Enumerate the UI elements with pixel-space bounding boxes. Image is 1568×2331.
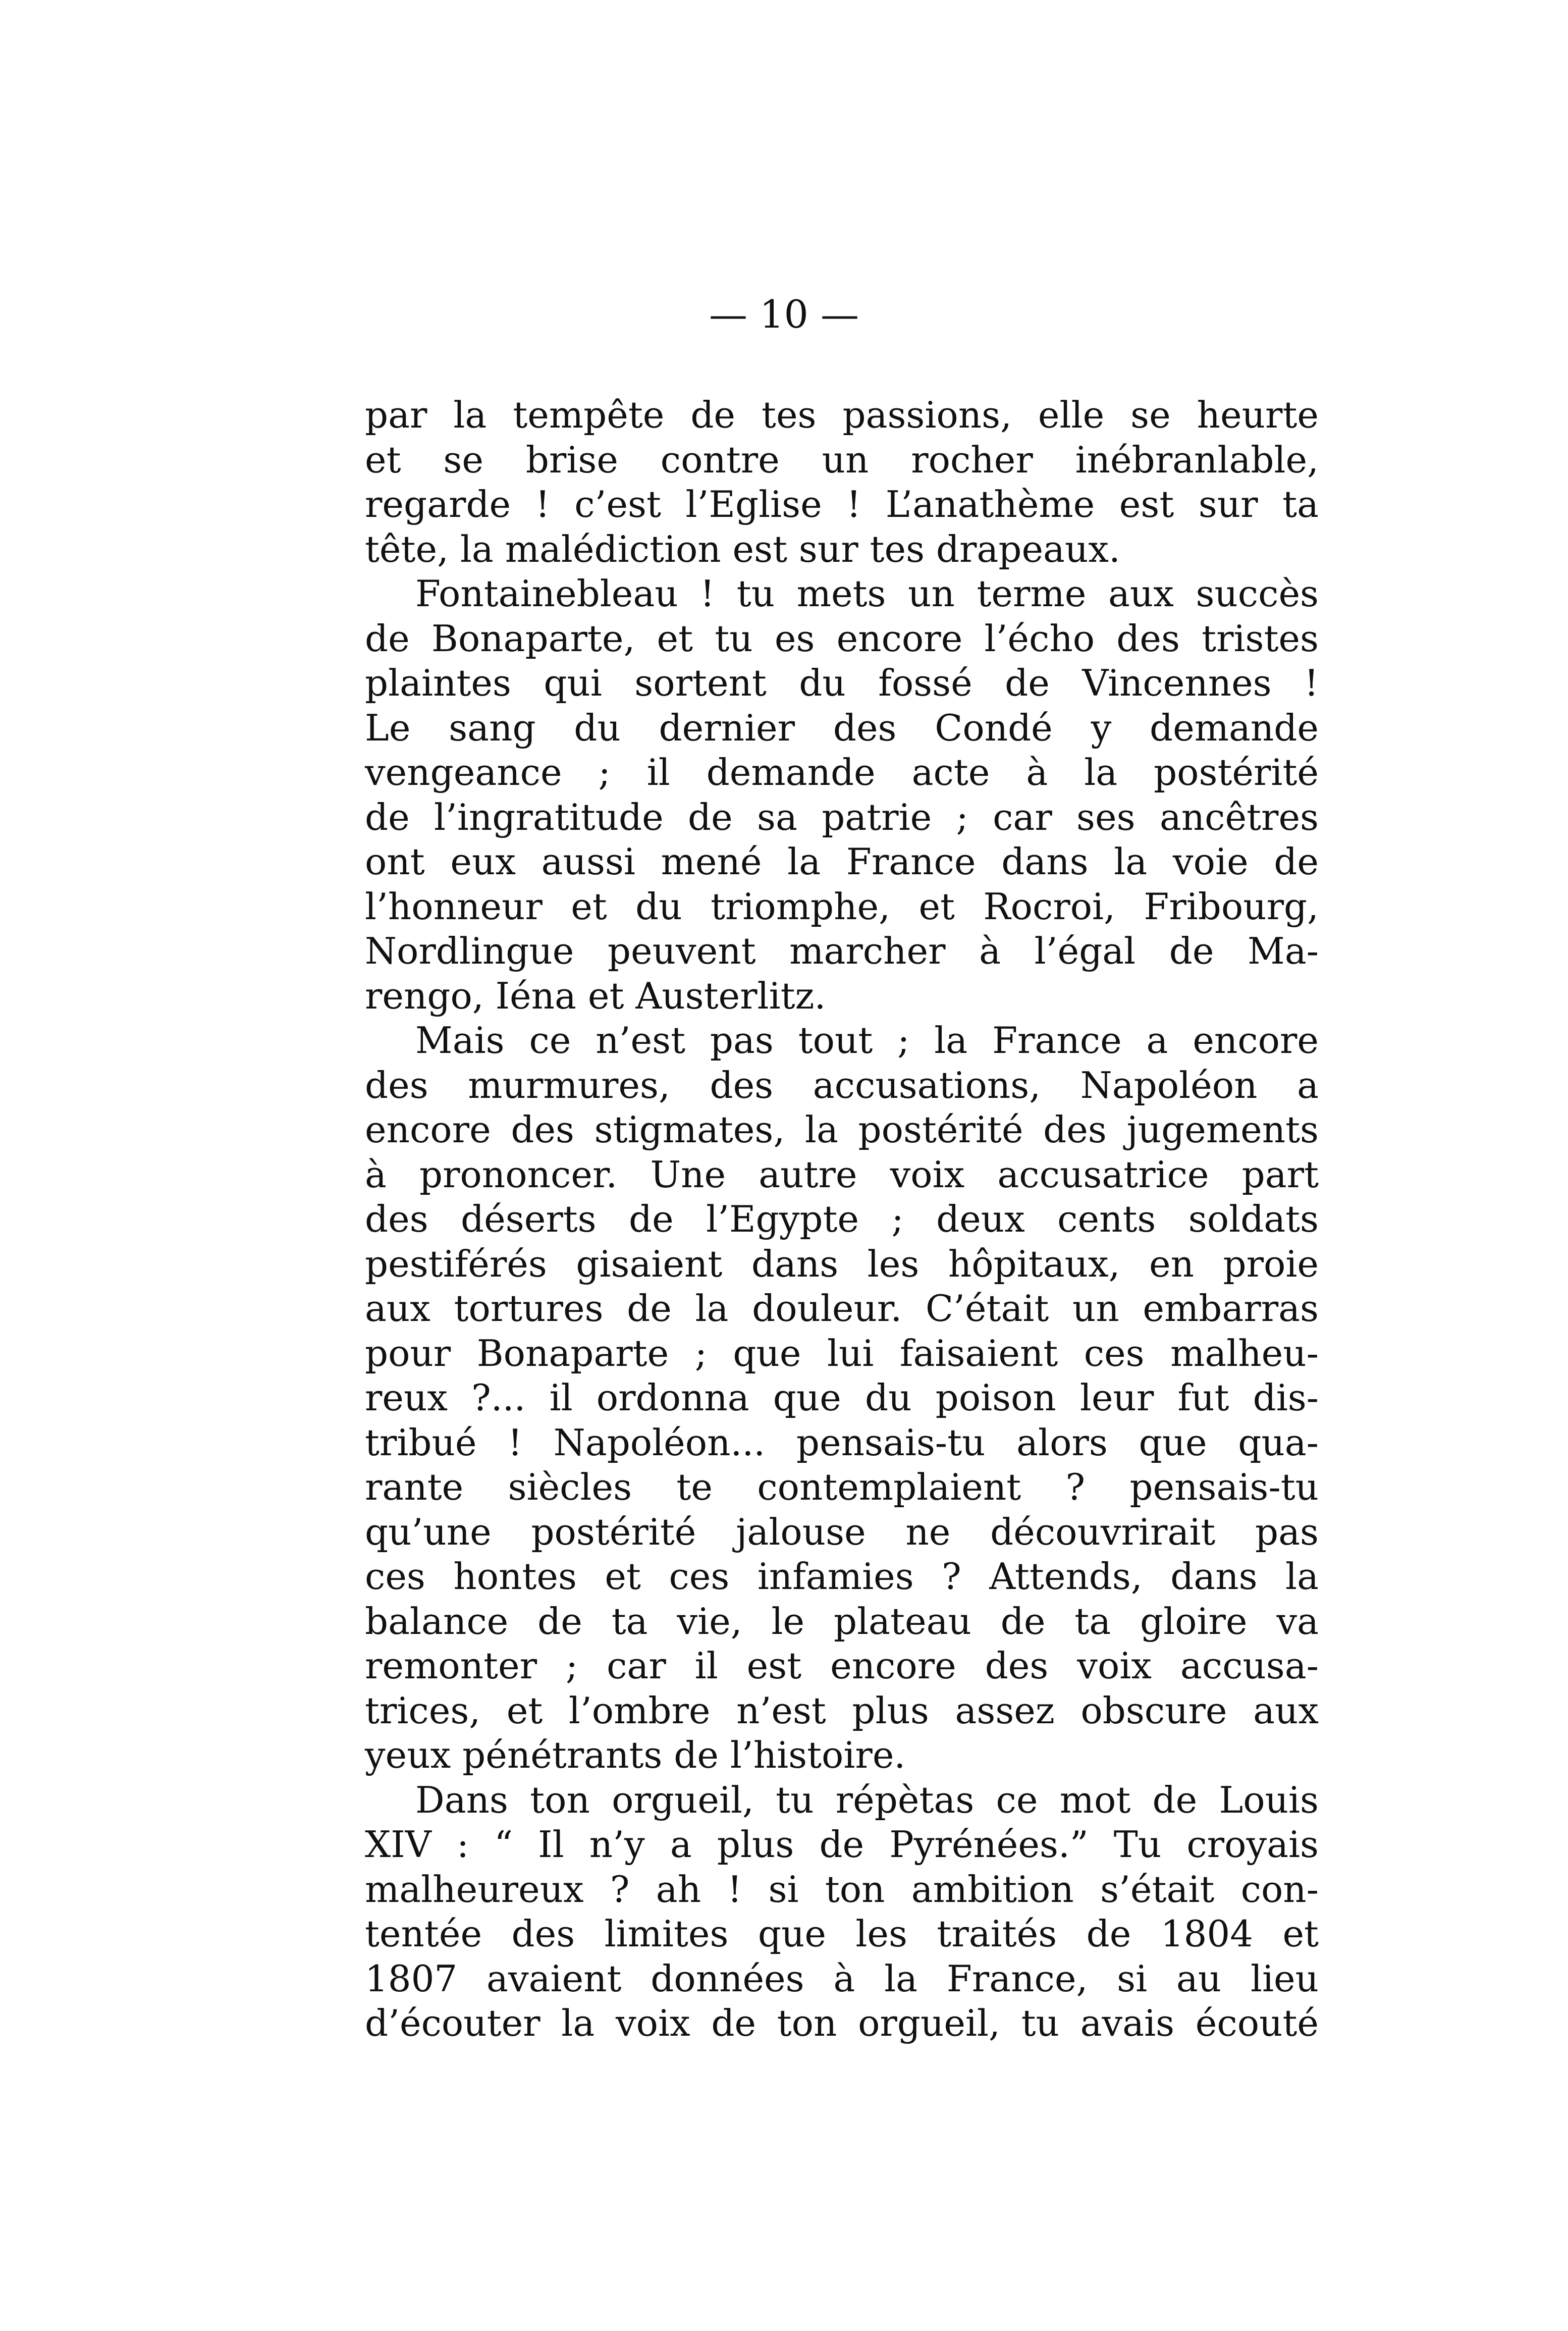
text-line: ont eux aussi mené la France dans la voie de — [365, 840, 1319, 883]
text-line: pour Bonaparte ; que lui faisaient ces malheu- — [365, 1332, 1319, 1374]
text-line: Mais ce n’est pas tout ; la France a encore — [415, 1019, 1319, 1062]
text-line: tribué ! Napoléon... pensais-tu alors que qua- — [365, 1421, 1319, 1464]
text-line: XIV : “ Il n’y a plus de Pyrénées.” Tu croyais — [365, 1823, 1319, 1866]
text-line: et se brise contre un rocher inébranlable, — [365, 438, 1319, 481]
text-line: Dans ton orgueil, tu répètas ce mot de Louis — [415, 1778, 1319, 1821]
text-line: yeux pénétrants de l’histoire. — [365, 1734, 906, 1776]
text-line: pestiférés gisaient dans les hôpitaux, en proie — [365, 1242, 1319, 1285]
text-line: rante siècles te contemplaient ? pensais-tu — [365, 1466, 1319, 1508]
text-line: ces hontes et ces infamies ? Attends, dans la — [365, 1555, 1319, 1598]
text-line: 1807 avaient données à la France, si au lieu — [365, 1957, 1319, 2000]
text-line: regarde ! c’est l’Eglise ! L’anathème est sur ta — [365, 483, 1319, 525]
text-line: plaintes qui sortent du fossé de Vincennes ! — [365, 662, 1319, 704]
text-line: des murmures, des accusations, Napoléon a — [365, 1064, 1319, 1106]
text-line: par la tempête de tes passions, elle se heurte — [365, 394, 1319, 436]
text-line: Nordlingue peuvent marcher à l’égal de Ma- — [365, 930, 1319, 972]
text-line: d’écouter la voix de ton orgueil, tu avais écouté — [365, 2002, 1319, 2044]
text-line: tête, la malédiction est sur tes drapeaux. — [365, 527, 1120, 570]
text-line: trices, et l’ombre n’est plus assez obscure aux — [365, 1689, 1319, 1732]
text-line: à prononcer. Une autre voix accusatrice part — [365, 1153, 1319, 1196]
text-line: l’honneur et du triomphe, et Rocroi, Fribourg, — [365, 885, 1319, 928]
page-number: — 10 — — [709, 292, 859, 337]
text-line: de l’ingratitude de sa patrie ; car ses ancêtres — [365, 796, 1319, 838]
text-line: balance de ta vie, le plateau de ta gloire va — [365, 1600, 1319, 1643]
text-line: rengo, Iéna et Austerlitz. — [365, 974, 826, 1017]
text-line: de Bonaparte, et tu es encore l’écho des tristes — [365, 617, 1319, 660]
text-line: Fontainebleau ! tu mets un terme aux succès — [415, 572, 1319, 615]
text-line: des déserts de l’Egypte ; deux cents soldats — [365, 1198, 1319, 1240]
body-text — [365, 393, 1319, 2046]
text-line: reux ?... il ordonna que du poison leur fut dis- — [365, 1376, 1319, 1419]
text-line: qu’une postérité jalouse ne découvrirait pas — [365, 1510, 1319, 1553]
text-line: malheureux ? ah ! si ton ambition s’était con- — [365, 1868, 1319, 1911]
text-line: aux tortures de la douleur. C’était un embarras — [365, 1287, 1319, 1330]
text-line: vengeance ; il demande acte à la postérité — [365, 751, 1319, 793]
text-line: Le sang du dernier des Condé y demande — [365, 706, 1319, 749]
text-line: tentée des limites que les traités de 1804 et — [365, 1913, 1319, 1955]
text-line: encore des stigmates, la postérité des jugements — [365, 1108, 1319, 1151]
text-line: remonter ; car il est encore des voix accusa- — [365, 1645, 1319, 1687]
